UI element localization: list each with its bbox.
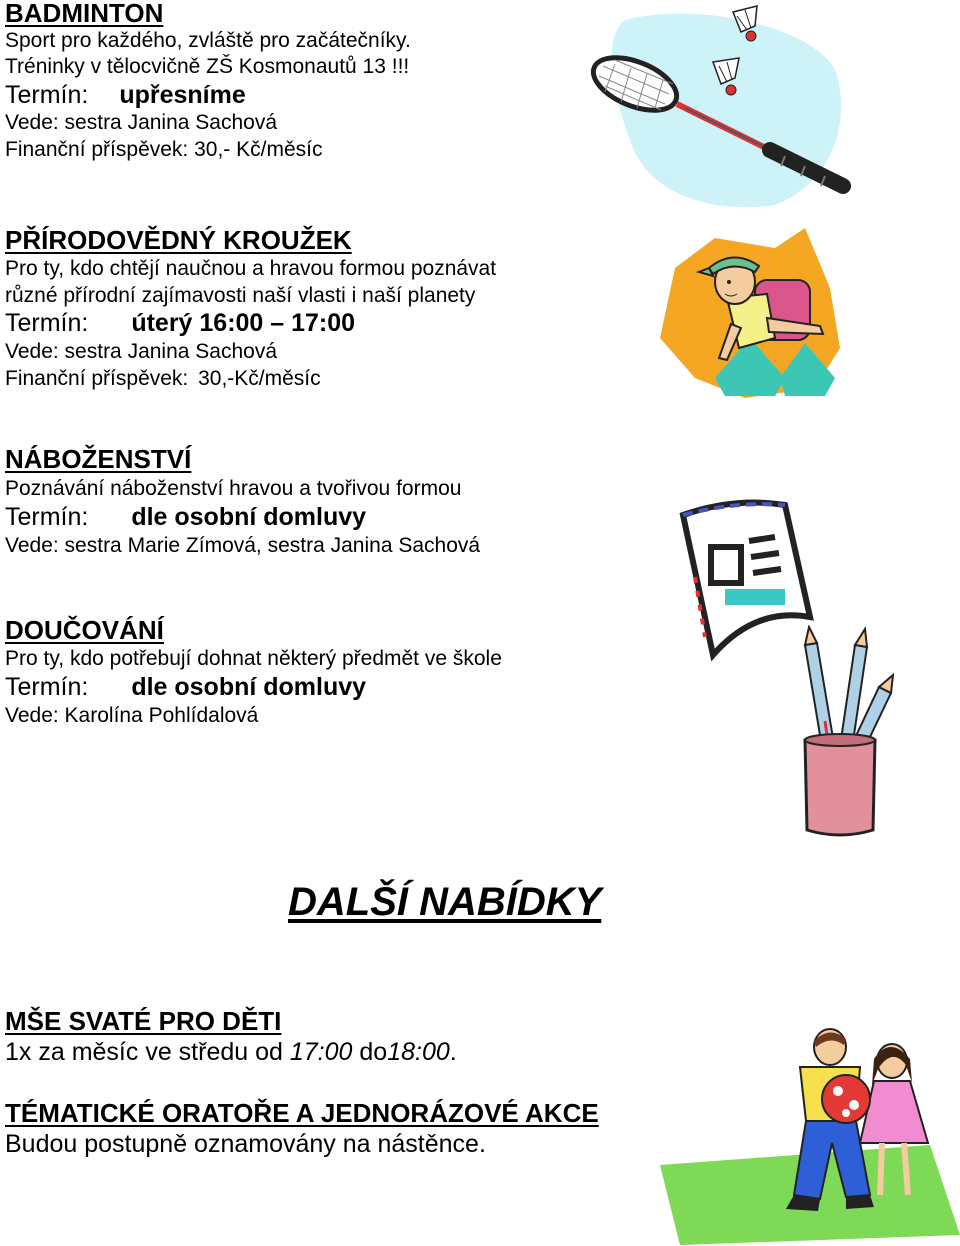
- doucovani-line1: Pro ty, kdo potřebují dohnat některý předmět ve škole: [5, 647, 502, 670]
- term-value: úterý 16:00 – 17:00: [131, 309, 356, 337]
- oratore-title: TÉMATICKÉ ORATOŘE A JEDNORÁZOVÉ AKCE: [5, 1098, 599, 1128]
- nabozenstvi-term: [5, 505, 366, 530]
- term-label: Termín:: [5, 673, 89, 701]
- nabozenstvi-title: NÁBOŽENSTVÍ: [5, 444, 192, 474]
- prirodovedny-leader: Vede: sestra Janina Sachová: [5, 340, 278, 363]
- badminton-racket-clipart: [585, 0, 860, 215]
- term-label: Termín:: [5, 503, 89, 531]
- prirodovedny-fee: [5, 368, 321, 389]
- oratore-text: Budou postupně oznamovány na nástěnce.: [5, 1130, 486, 1158]
- term-value: dle osobní domluvy: [131, 503, 367, 531]
- pencil-cup-clipart: [795, 625, 895, 840]
- prirodovedny-term: [5, 311, 355, 336]
- badminton-leader: Vede: sestra Janina Sachová: [5, 111, 278, 134]
- prirodovedny-line1: Pro ty, kdo chtějí naučnou a hravou formou poznávat: [5, 257, 497, 280]
- term-value: dle osobní domluvy: [131, 673, 367, 701]
- badminton-line2: Tréninky v tělocvičně ZŠ Kosmonautů 13 !!!: [5, 55, 410, 78]
- badminton-fee: Finanční příspěvek: 30,- Kč/měsíc: [5, 138, 323, 161]
- term-label: Termín:: [5, 81, 89, 109]
- prirodovedny-line2: různé přírodní zajímavosti naší vlasti i naší planety: [5, 284, 476, 307]
- more-offers-title: DALŠÍ NABÍDKY: [288, 880, 602, 924]
- mse-time-to: 18:00: [387, 1038, 450, 1066]
- badminton-title: BADMINTON: [5, 0, 164, 28]
- mse-suffix: .: [449, 1038, 457, 1066]
- kids-with-ball-clipart: [660, 1025, 960, 1246]
- fee-value: 30,-Kč/měsíc: [198, 367, 321, 390]
- mse-title: MŠE SVATÉ PRO DĚTI: [5, 1006, 282, 1036]
- hiker-boy-clipart: [655, 228, 845, 398]
- badminton-line1: Sport pro každého, zvláště pro začátečníky.: [5, 29, 411, 52]
- fee-label: Finanční příspěvek:: [5, 367, 189, 390]
- nabozenstvi-line1: Poznávání náboženství hravou a tvořivou formou: [5, 477, 462, 500]
- term-label: Termín:: [5, 309, 89, 337]
- doucovani-leader: Vede: Karolína Pohlídalová: [5, 704, 259, 727]
- mse-mid: do: [352, 1038, 388, 1066]
- doucovani-title: DOUČOVÁNÍ: [5, 615, 164, 645]
- mse-time-from: 17:00: [289, 1038, 353, 1066]
- term-value: upřesníme: [119, 81, 246, 109]
- newspaper-clipart: [675, 497, 815, 662]
- badminton-term: [5, 83, 246, 108]
- mse-text: [5, 1040, 457, 1065]
- doucovani-term: [5, 675, 366, 700]
- mse-prefix: 1x za měsíc ve středu od: [5, 1038, 290, 1066]
- nabozenstvi-leader: Vede: sestra Marie Zímová, sestra Janina Sachová: [5, 534, 481, 557]
- prirodovedny-title: PŘÍRODOVĚDNÝ KROUŽEK: [5, 225, 352, 255]
